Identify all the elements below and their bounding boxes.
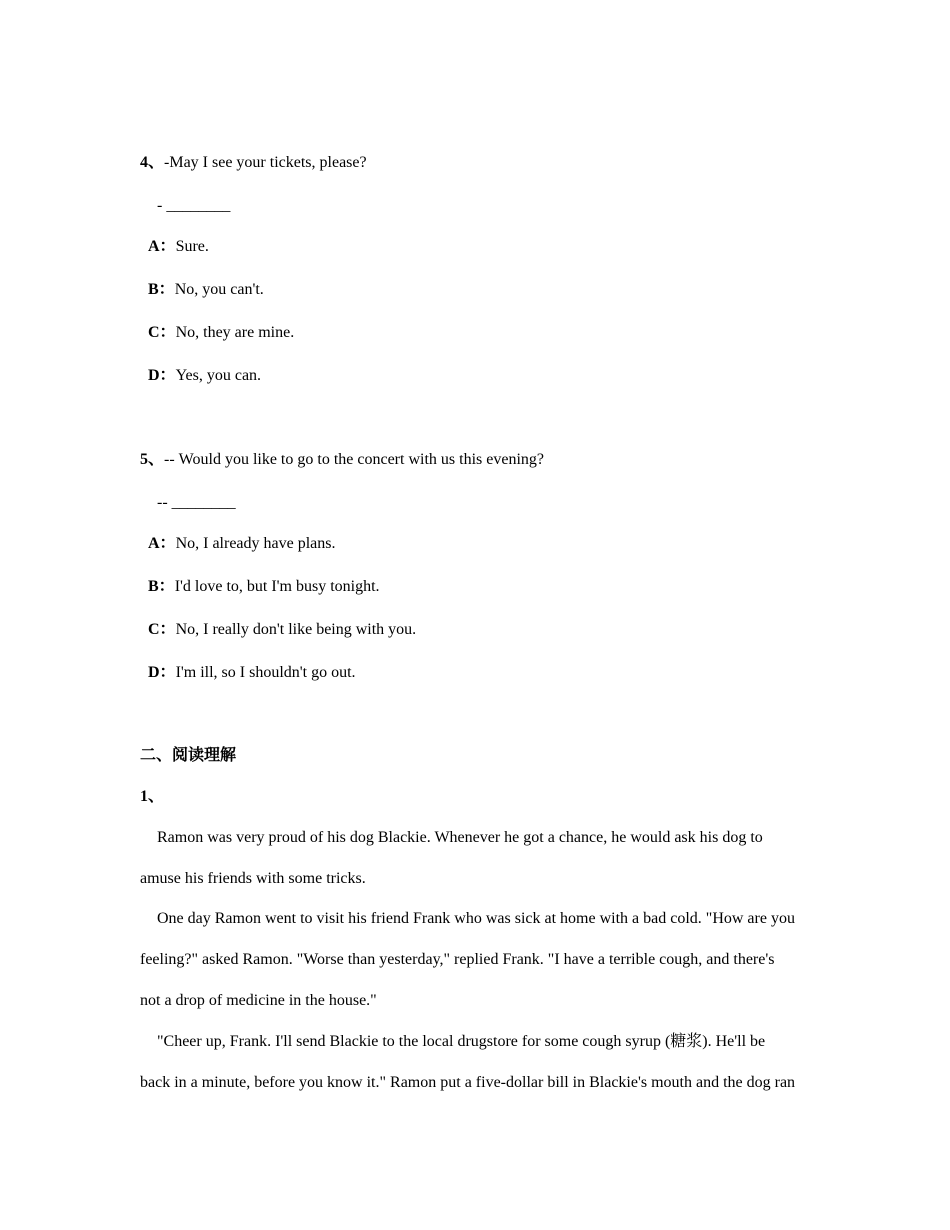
option-text: I'd love to, but I'm busy tonight. bbox=[174, 578, 380, 595]
question-number: 1、 bbox=[140, 788, 165, 805]
option-c bbox=[148, 323, 294, 343]
option-letter: B： bbox=[148, 578, 175, 595]
option-letter: A： bbox=[148, 238, 176, 255]
passage-line: "Cheer up, Frank. I'll send Blackie to the local drugstore for some cough syrup (糖浆). He'll be bbox=[157, 1033, 766, 1050]
option-d bbox=[148, 366, 261, 386]
question-text: -- Would you like to go to the concert with us this evening? bbox=[164, 451, 544, 468]
question-number: 4、 bbox=[140, 154, 165, 171]
option-text: Sure. bbox=[175, 238, 209, 255]
passage-line: One day Ramon went to visit his friend Frank who was sick at home with a bad cold. "How are you bbox=[157, 910, 795, 927]
option-text: No, I really don't like being with you. bbox=[175, 621, 417, 638]
option-text: No, I already have plans. bbox=[175, 535, 336, 552]
option-a bbox=[148, 237, 209, 257]
question-5 bbox=[140, 450, 544, 470]
passage-line: back in a minute, before you know it." Ramon put a five-dollar bill in Blackie's mouth and the dog ran bbox=[140, 1074, 796, 1091]
passage-line: feeling?" asked Ramon. "Worse than yesterday," replied Frank. "I have a terrible cough, and there's bbox=[140, 951, 775, 968]
option-letter: D： bbox=[148, 367, 176, 384]
option-letter: B： bbox=[148, 281, 175, 298]
option-c bbox=[148, 620, 416, 640]
option-text: No, they are mine. bbox=[175, 324, 295, 341]
option-letter: A： bbox=[148, 535, 176, 552]
passage-line: not a drop of medicine in the house." bbox=[140, 992, 377, 1009]
option-text: No, you can't. bbox=[174, 281, 264, 298]
question-number: 5、 bbox=[140, 451, 165, 468]
option-letter: C： bbox=[148, 621, 176, 638]
option-text: Yes, you can. bbox=[175, 367, 262, 384]
option-b bbox=[148, 280, 264, 300]
option-b bbox=[148, 577, 380, 597]
passage-line: amuse his friends with some tricks. bbox=[140, 870, 366, 887]
answer-blank: -- ________ bbox=[157, 494, 236, 511]
option-letter: D： bbox=[148, 664, 176, 681]
answer-blank: - ________ bbox=[157, 197, 231, 214]
option-a bbox=[148, 534, 336, 554]
passage-line: Ramon was very proud of his dog Blackie. Whenever he got a chance, he would ask his dog to bbox=[157, 829, 763, 846]
question-text: -May I see your tickets, please? bbox=[164, 154, 367, 171]
option-letter: C： bbox=[148, 324, 176, 341]
question-4 bbox=[140, 153, 367, 173]
section-heading: 二、阅读理解 bbox=[140, 747, 237, 764]
option-text: I'm ill, so I shouldn't go out. bbox=[175, 664, 356, 681]
option-d bbox=[148, 663, 356, 683]
